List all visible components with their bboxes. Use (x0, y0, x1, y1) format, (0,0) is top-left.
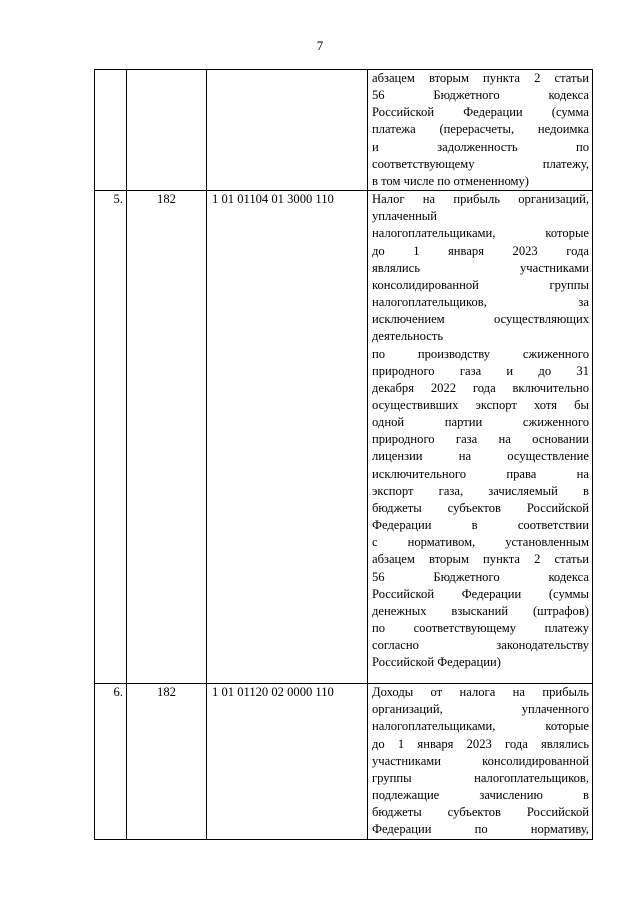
table-row (95, 70, 593, 191)
description-line: уплаченный (372, 209, 438, 224)
row-number-cell (95, 70, 127, 191)
description-line: Федерации в соответствии (372, 518, 589, 533)
row-number-cell: 5. (95, 191, 127, 684)
description-line: исключением осуществляющих (372, 312, 589, 327)
description-cell (368, 191, 593, 684)
budget-classification-code-cell: 1 01 01120 02 0000 110 (207, 684, 368, 839)
description-line: Российской Федерации) (372, 655, 501, 670)
description-line: до 1 января 2023 года являлись (372, 736, 589, 751)
description-line: Российской Федерации (сумма (372, 105, 589, 120)
description-line: денежных взысканий (штрафов) (372, 603, 589, 618)
table-row (95, 684, 593, 839)
description-cell (368, 684, 593, 839)
description-line: налогоплательщиками, которые (372, 719, 589, 734)
description-line: налогоплательщиками, которые (372, 226, 589, 241)
description-line: бюджеты субъектов Российской (372, 805, 589, 820)
description-line: осуществивших экспорт хотя бы (372, 397, 589, 412)
description-line: природного газа и до 31 (372, 363, 589, 378)
description-line: до 1 января 2023 года (372, 243, 589, 258)
description-line: участниками консолидированной (372, 753, 589, 768)
page-number: 7 (316, 38, 324, 53)
description-line: организаций, уплаченного (372, 702, 589, 717)
description-line: Налог на прибыль организаций, (372, 192, 589, 207)
administrator-code-cell: 182 (127, 191, 207, 684)
description-line: абзацем вторым пункта 2 статьи (372, 71, 589, 85)
description-line: бюджеты субъектов Российской (372, 500, 589, 515)
description-line: 56 Бюджетного кодекса (372, 88, 589, 103)
description-line: природного газа на основании (372, 432, 589, 447)
description-line: одной партии сжиженного (372, 415, 589, 430)
description-line: налогоплательщиков, за (372, 295, 589, 310)
description-line: лицензии на осуществление (372, 449, 589, 464)
description-line: по производству сжиженного (372, 346, 589, 361)
description-line: по соответствующему платежу (372, 621, 589, 635)
description-line: Российской Федерации (суммы (372, 586, 589, 601)
description-line: экспорт газа, зачисляемый в (372, 483, 589, 498)
budget-classification-code-cell (207, 70, 368, 191)
description-line: Доходы от налога на прибыль (372, 685, 589, 700)
description-line: исключительного права на (372, 466, 589, 481)
table-row (95, 191, 593, 684)
description-line: являлись участниками (372, 260, 589, 275)
budget-classification-code-cell: 1 01 01104 01 3000 110 (207, 191, 368, 684)
row-number-cell: 6. (95, 684, 127, 839)
administrator-code-cell (127, 70, 207, 191)
description-line: Федерации по нормативу, (372, 822, 589, 837)
description-line: в том числе по отмененному) (372, 173, 529, 188)
description-line: соответствующему платежу, (372, 156, 589, 171)
description-line: абзацем вторым пункта 2 статьи (372, 552, 589, 567)
description-line: деятельность (372, 329, 444, 344)
administrator-code-cell: 182 (127, 684, 207, 839)
description-cell (368, 70, 593, 191)
description-line: консолидированной группы (372, 277, 589, 292)
description-line: с нормативом, установленным (372, 535, 589, 550)
description-line: 56 Бюджетного кодекса (372, 569, 589, 584)
description-line: группы налогоплательщиков, (372, 770, 589, 785)
description-line: и задолженность по (372, 139, 589, 154)
description-line: согласно законодательству (372, 638, 589, 653)
description-line: платежа (перерасчеты, недоимка (372, 122, 589, 137)
description-line: подлежащие зачислению в (372, 788, 589, 803)
description-line: декабря 2022 года включительно (372, 380, 589, 395)
income-classification-table (94, 69, 593, 840)
